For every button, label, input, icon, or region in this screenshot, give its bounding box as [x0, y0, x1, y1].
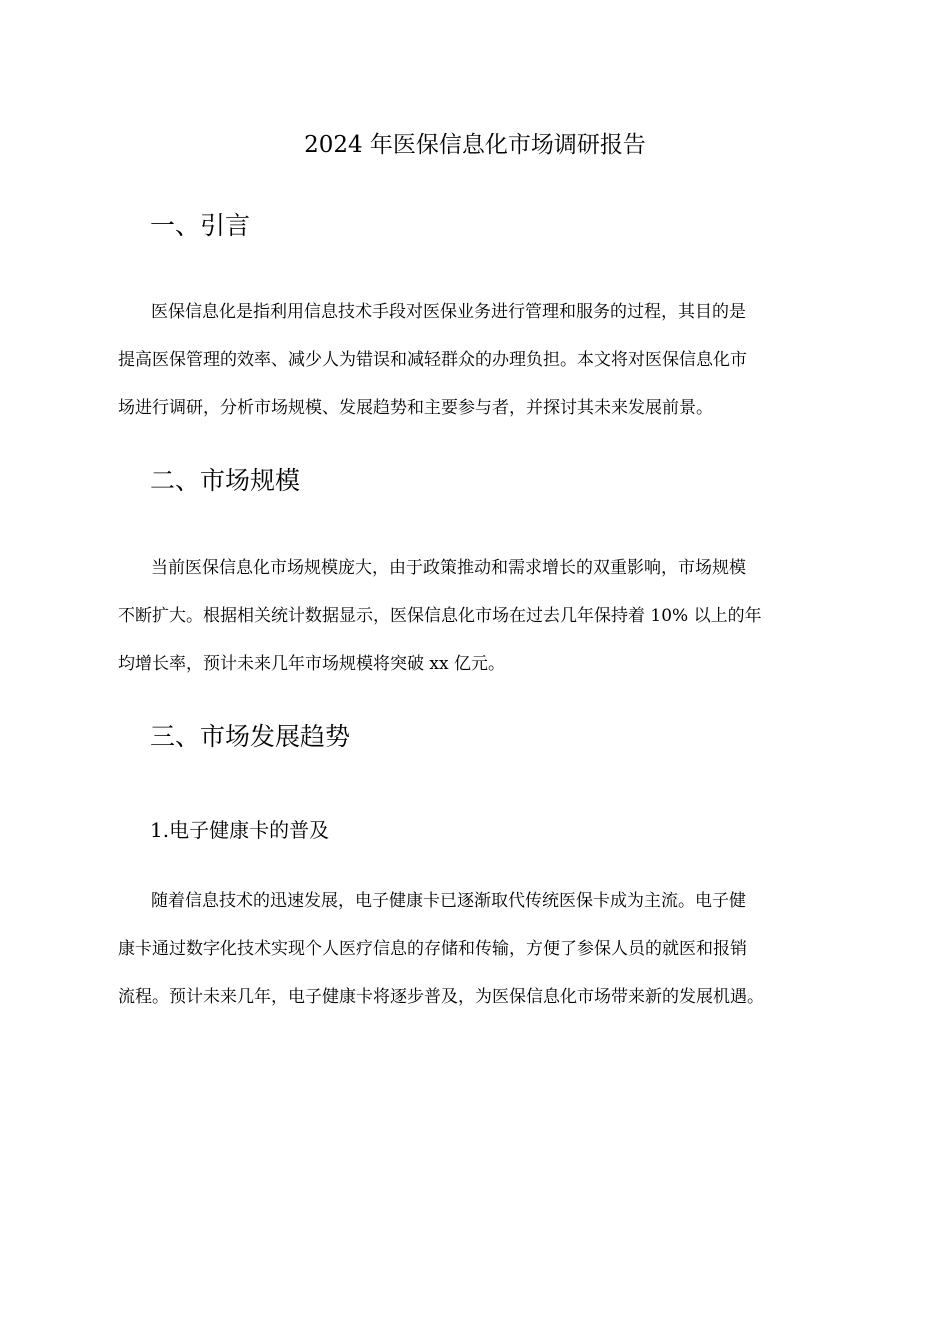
paragraph-line: 不断扩大。根据相关统计数据显示，医保信息化市场在过去几年保持着 10% 以上的年: [118, 606, 762, 626]
section-heading-market-size: 二、市场规模: [150, 466, 301, 495]
document-title: 2024 年医保信息化市场调研报告: [304, 132, 646, 158]
section-paragraph-market-size: [118, 554, 838, 698]
paragraph-line: 随着信息技术的迅速发展，电子健康卡已逐渐取代传统医保卡成为主流。电子健: [151, 891, 746, 911]
paragraph-line: 流程。预计未来几年，电子健康卡将逐步普及，为医保信息化市场带来新的发展机遇。: [118, 987, 764, 1007]
paragraph-line: 均增长率，预计未来几年市场规模将突破 xx 亿元。: [118, 654, 505, 674]
paragraph-line: 提高医保管理的效率、减少人为错误和减轻群众的办理负担。本文将对医保信息化市: [118, 350, 747, 370]
paragraph-line: 场进行调研，分析市场规模、发展趋势和主要参与者，并探讨其未来发展前景。: [118, 398, 713, 418]
section-heading-introduction: 一、引言: [150, 211, 251, 240]
paragraph-line: 当前医保信息化市场规模庞大，由于政策推动和需求增长的双重影响，市场规模: [151, 558, 746, 578]
paragraph-line: 康卡通过数字化技术实现个人医疗信息的存储和传输，方便了参保人员的就医和报销: [118, 939, 747, 959]
subsection-heading-e-health-card: 1.电子健康卡的普及: [150, 818, 330, 842]
paragraph-line: 医保信息化是指利用信息技术手段对医保业务进行管理和服务的过程，其目的是: [151, 302, 746, 322]
section-heading-market-trends: 三、市场发展趋势: [150, 722, 351, 751]
section-paragraph-introduction: [118, 298, 838, 442]
section-paragraph-e-health-card: [118, 887, 838, 1031]
